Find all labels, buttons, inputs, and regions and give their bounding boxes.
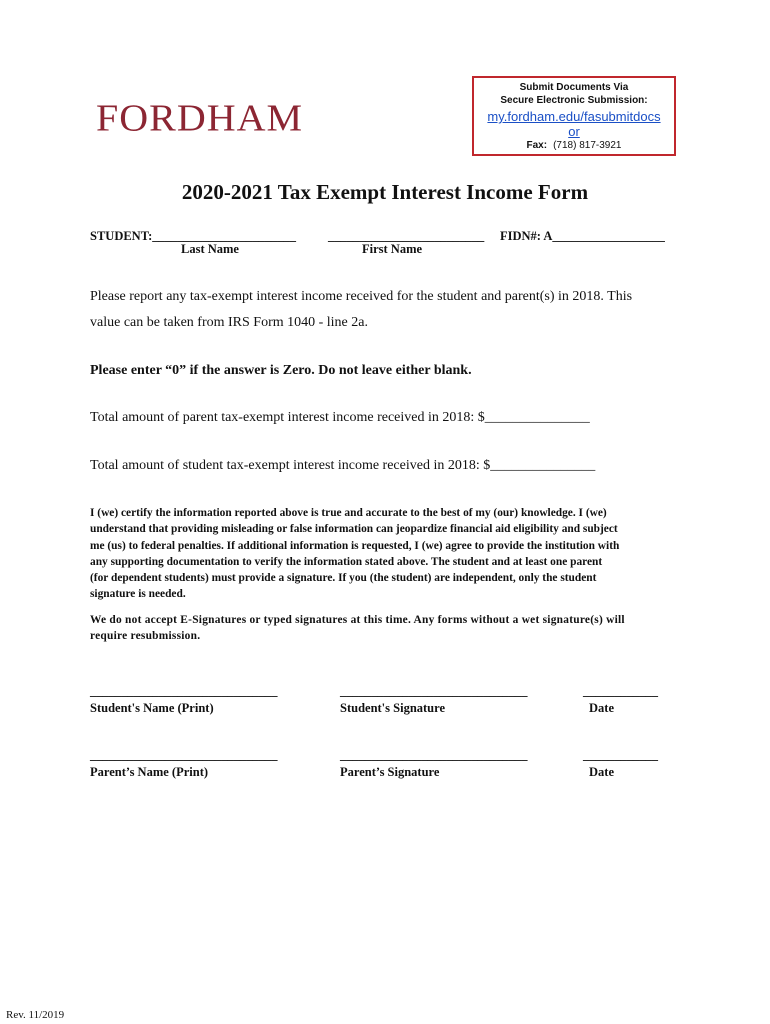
cert-line: I (we) certify the information reported above is true and accurate to the best of my (our) knowledge. I (we) bbox=[90, 507, 607, 519]
fordham-logo: FORDHAM bbox=[96, 96, 304, 139]
student-field[interactable]: STUDENT:_______________________ bbox=[90, 229, 297, 243]
submit-url-link[interactable]: my.fordham.edu/fasubmitdocs bbox=[487, 109, 661, 124]
first-name-field[interactable]: _________________________ bbox=[328, 229, 485, 243]
instructions-line-2: value can be taken from IRS Form 1040 - line 2a. bbox=[90, 315, 368, 330]
student-name-line[interactable]: ______________________________ bbox=[90, 684, 278, 698]
esig-line: require resubmission. bbox=[90, 630, 201, 643]
esig-line: We do not accept E-Signatures or typed signatures at this time. Any forms without a wet signature(s) will bbox=[90, 614, 625, 626]
cert-line: any supporting documentation to verify the information stated above. The student and at least one parent bbox=[90, 555, 603, 568]
parent-name-label: Parent’s Name (Print) bbox=[90, 765, 209, 779]
first-name-caption: First Name bbox=[362, 242, 423, 256]
cert-line: (for dependent students) must provide a signature. If you (the student) are independent, only the student bbox=[90, 572, 597, 585]
fax-label: Fax: bbox=[526, 140, 548, 151]
cert-line: me (us) to federal penalties. If additional information is requested, I (we) agree to provide the institution with bbox=[90, 539, 620, 552]
revision-date: Rev. 11/2019 bbox=[6, 1009, 65, 1021]
certification-text bbox=[90, 505, 690, 603]
student-name-label: Student's Name (Print) bbox=[90, 701, 214, 715]
parent-signature-line[interactable]: ______________________________ bbox=[340, 748, 528, 762]
cert-line: signature is needed. bbox=[90, 588, 186, 601]
submission-info-box bbox=[472, 76, 676, 156]
fax-number: (718) 817-3921 bbox=[553, 140, 622, 151]
student-date-line[interactable]: ____________ bbox=[583, 684, 658, 698]
zero-note: Please enter “0” if the answer is Zero. Do not leave either blank. bbox=[90, 363, 472, 378]
student-date-label: Date bbox=[589, 701, 614, 715]
submit-line-2: Secure Electronic Submission: bbox=[500, 95, 648, 106]
student-amount-field[interactable]: Total amount of student tax-exempt interest income received in 2018: $_______________ bbox=[90, 458, 596, 473]
esignature-notice bbox=[90, 612, 690, 645]
submit-or-link[interactable]: or bbox=[568, 124, 580, 139]
parent-amount-field[interactable]: Total amount of parent tax-exempt interest income received in 2018: $_______________ bbox=[90, 410, 590, 425]
student-signature-line[interactable]: ______________________________ bbox=[340, 684, 528, 698]
form-title: 2020-2021 Tax Exempt Interest Income Form bbox=[181, 180, 589, 204]
fidn-field[interactable]: FIDN#: A__________________ bbox=[500, 229, 665, 243]
cert-line: understand that providing misleading or false information can jeopardize financial aid eligibility and subject bbox=[90, 523, 618, 536]
parent-date-line[interactable]: ____________ bbox=[583, 748, 658, 762]
student-signature-label: Student's Signature bbox=[340, 701, 446, 715]
fax-line bbox=[474, 140, 674, 151]
parent-signature-label: Parent’s Signature bbox=[340, 765, 440, 779]
parent-name-line[interactable]: ______________________________ bbox=[90, 748, 278, 762]
submit-line-1: Submit Documents Via bbox=[519, 82, 629, 93]
last-name-caption: Last Name bbox=[181, 242, 239, 256]
parent-date-label: Date bbox=[589, 765, 614, 779]
instructions-line-1: Please report any tax-exempt interest income received for the student and parent(s) in 2018. This bbox=[90, 289, 633, 304]
